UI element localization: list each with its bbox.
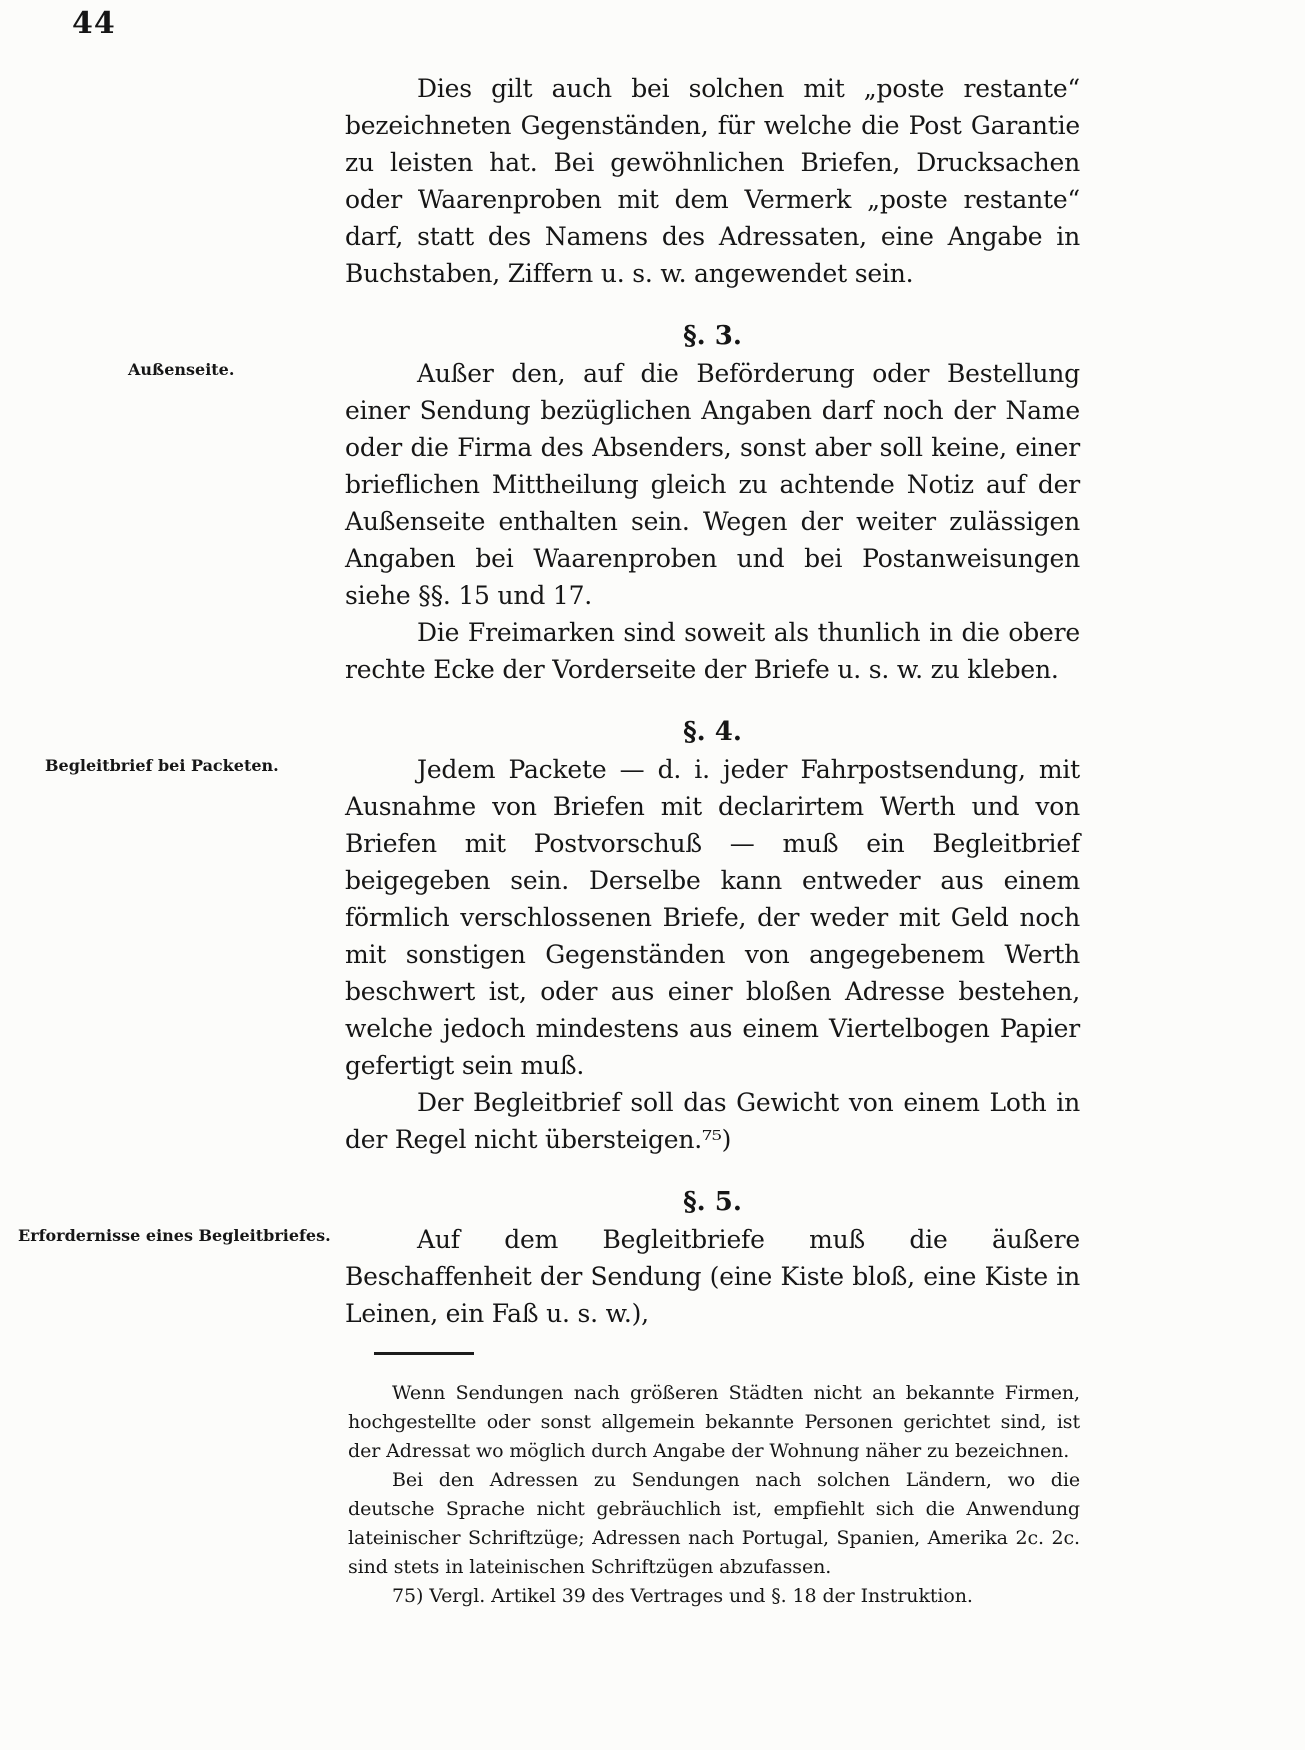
page-number: 44 [72,6,116,41]
section-heading-5: §. 5. [683,1187,742,1217]
paragraph-block [345,1084,1080,1158]
paragraph-erfordernisse: Auf dem Begleitbriefe muß die äußere Beschaffenheit der Sendung (eine Kiste bloß, eine Kiste in Leinen, ein Faß u. s. w.), [345,1225,1080,1328]
paragraph-aussenseite: Außer den, auf die Beförderung oder Bestellung einer Sendung bezüglichen Angaben darf noch der Name oder die Firma des Absenders, sonst aber soll keine, einer brieflichen Mittheilung gleich zu achtende Notiz auf der Außenseite enthalten sein. Wegen der weiter zulässigen Angaben bei Waarenproben und bei Postanweisungen siehe §§. 15 und 17. [345,359,1080,610]
margin-note-erfordernisse: Erfordernisse eines Begleitbriefes. [18,1226,331,1245]
footnote-separator-rule [374,1352,474,1355]
section-heading-3: §. 3. [683,321,742,351]
section-heading-4: §. 4. [683,717,742,747]
paragraph-block [18,1221,1080,1332]
paragraph-begleitbrief: Jedem Packete — d. i. jeder Fahrpostsendung, mit Ausnahme von Briefen mit declarirtem Werth und von Briefen mit Postvorschuß — muß ein Begleitbrief beigegeben sein. Derselbe kann entweder aus einem förmlich verschlossenen Briefe, der weder mit Geld noch mit sonstigen Gegenständen von angegebenem Werth beschwert ist, oder aus einer bloßen Adresse bestehen, welche jedoch mindestens aus einem Viertelbogen Papier gefertigt sein muß. [345,755,1080,1080]
footnote-75: 75) Vergl. Artikel 39 des Vertrages und §. 18 der Instruktion. [392,1585,973,1607]
footnote-section [348,1352,1080,1611]
paragraph-block [345,70,1080,292]
paragraph-poste-restante: Dies gilt auch bei solchen mit „poste restante“ bezeichneten Gegenständen, für welche die Post Garantie zu leisten hat. Bei gewöhnlichen Briefen, Drucksachen oder Waarenproben mit dem Vermerk „poste restante“ darf, statt des Namens des Adressaten, eine Angabe in Buchstaben, Ziffern u. s. w. angewendet sein. [345,74,1080,288]
paragraph-block [345,614,1080,688]
margin-note-begleitbrief: Begleitbrief bei Packeten. [45,756,279,775]
margin-note-aussenseite: Außenseite. [128,360,235,379]
main-text-column [18,70,1080,1332]
footnote-sendungen: Wenn Sendungen nach größeren Städten nicht an bekannte Firmen, hochgestellte oder sonst allgemein bekannte Personen gerichtet sind, ist der Adressat wo möglich durch Angabe der Wohnung näher zu bezeichnen. [348,1382,1080,1462]
paragraph-block [45,751,1080,1084]
footnote-adressen: Bei den Adressen zu Sendungen nach solchen Ländern, wo die deutsche Sprache nicht gebräuchlich ist, empfiehlt sich die Anwendung lateinischer Schriftzüge; Adressen nach Portugal, Spanien, Amerika 2c. 2c. sind stets in lateinischen Schriftzügen abzufassen. [348,1469,1080,1578]
paragraph-block [128,355,1080,614]
paragraph-gewicht: Der Begleitbrief soll das Gewicht von einem Loth in der Regel nicht übersteigen.⁷⁵) [345,1088,1080,1154]
paragraph-freimarken: Die Freimarken sind soweit als thunlich in die obere rechte Ecke der Vorderseite der Briefe u. s. w. zu kleben. [345,618,1080,684]
